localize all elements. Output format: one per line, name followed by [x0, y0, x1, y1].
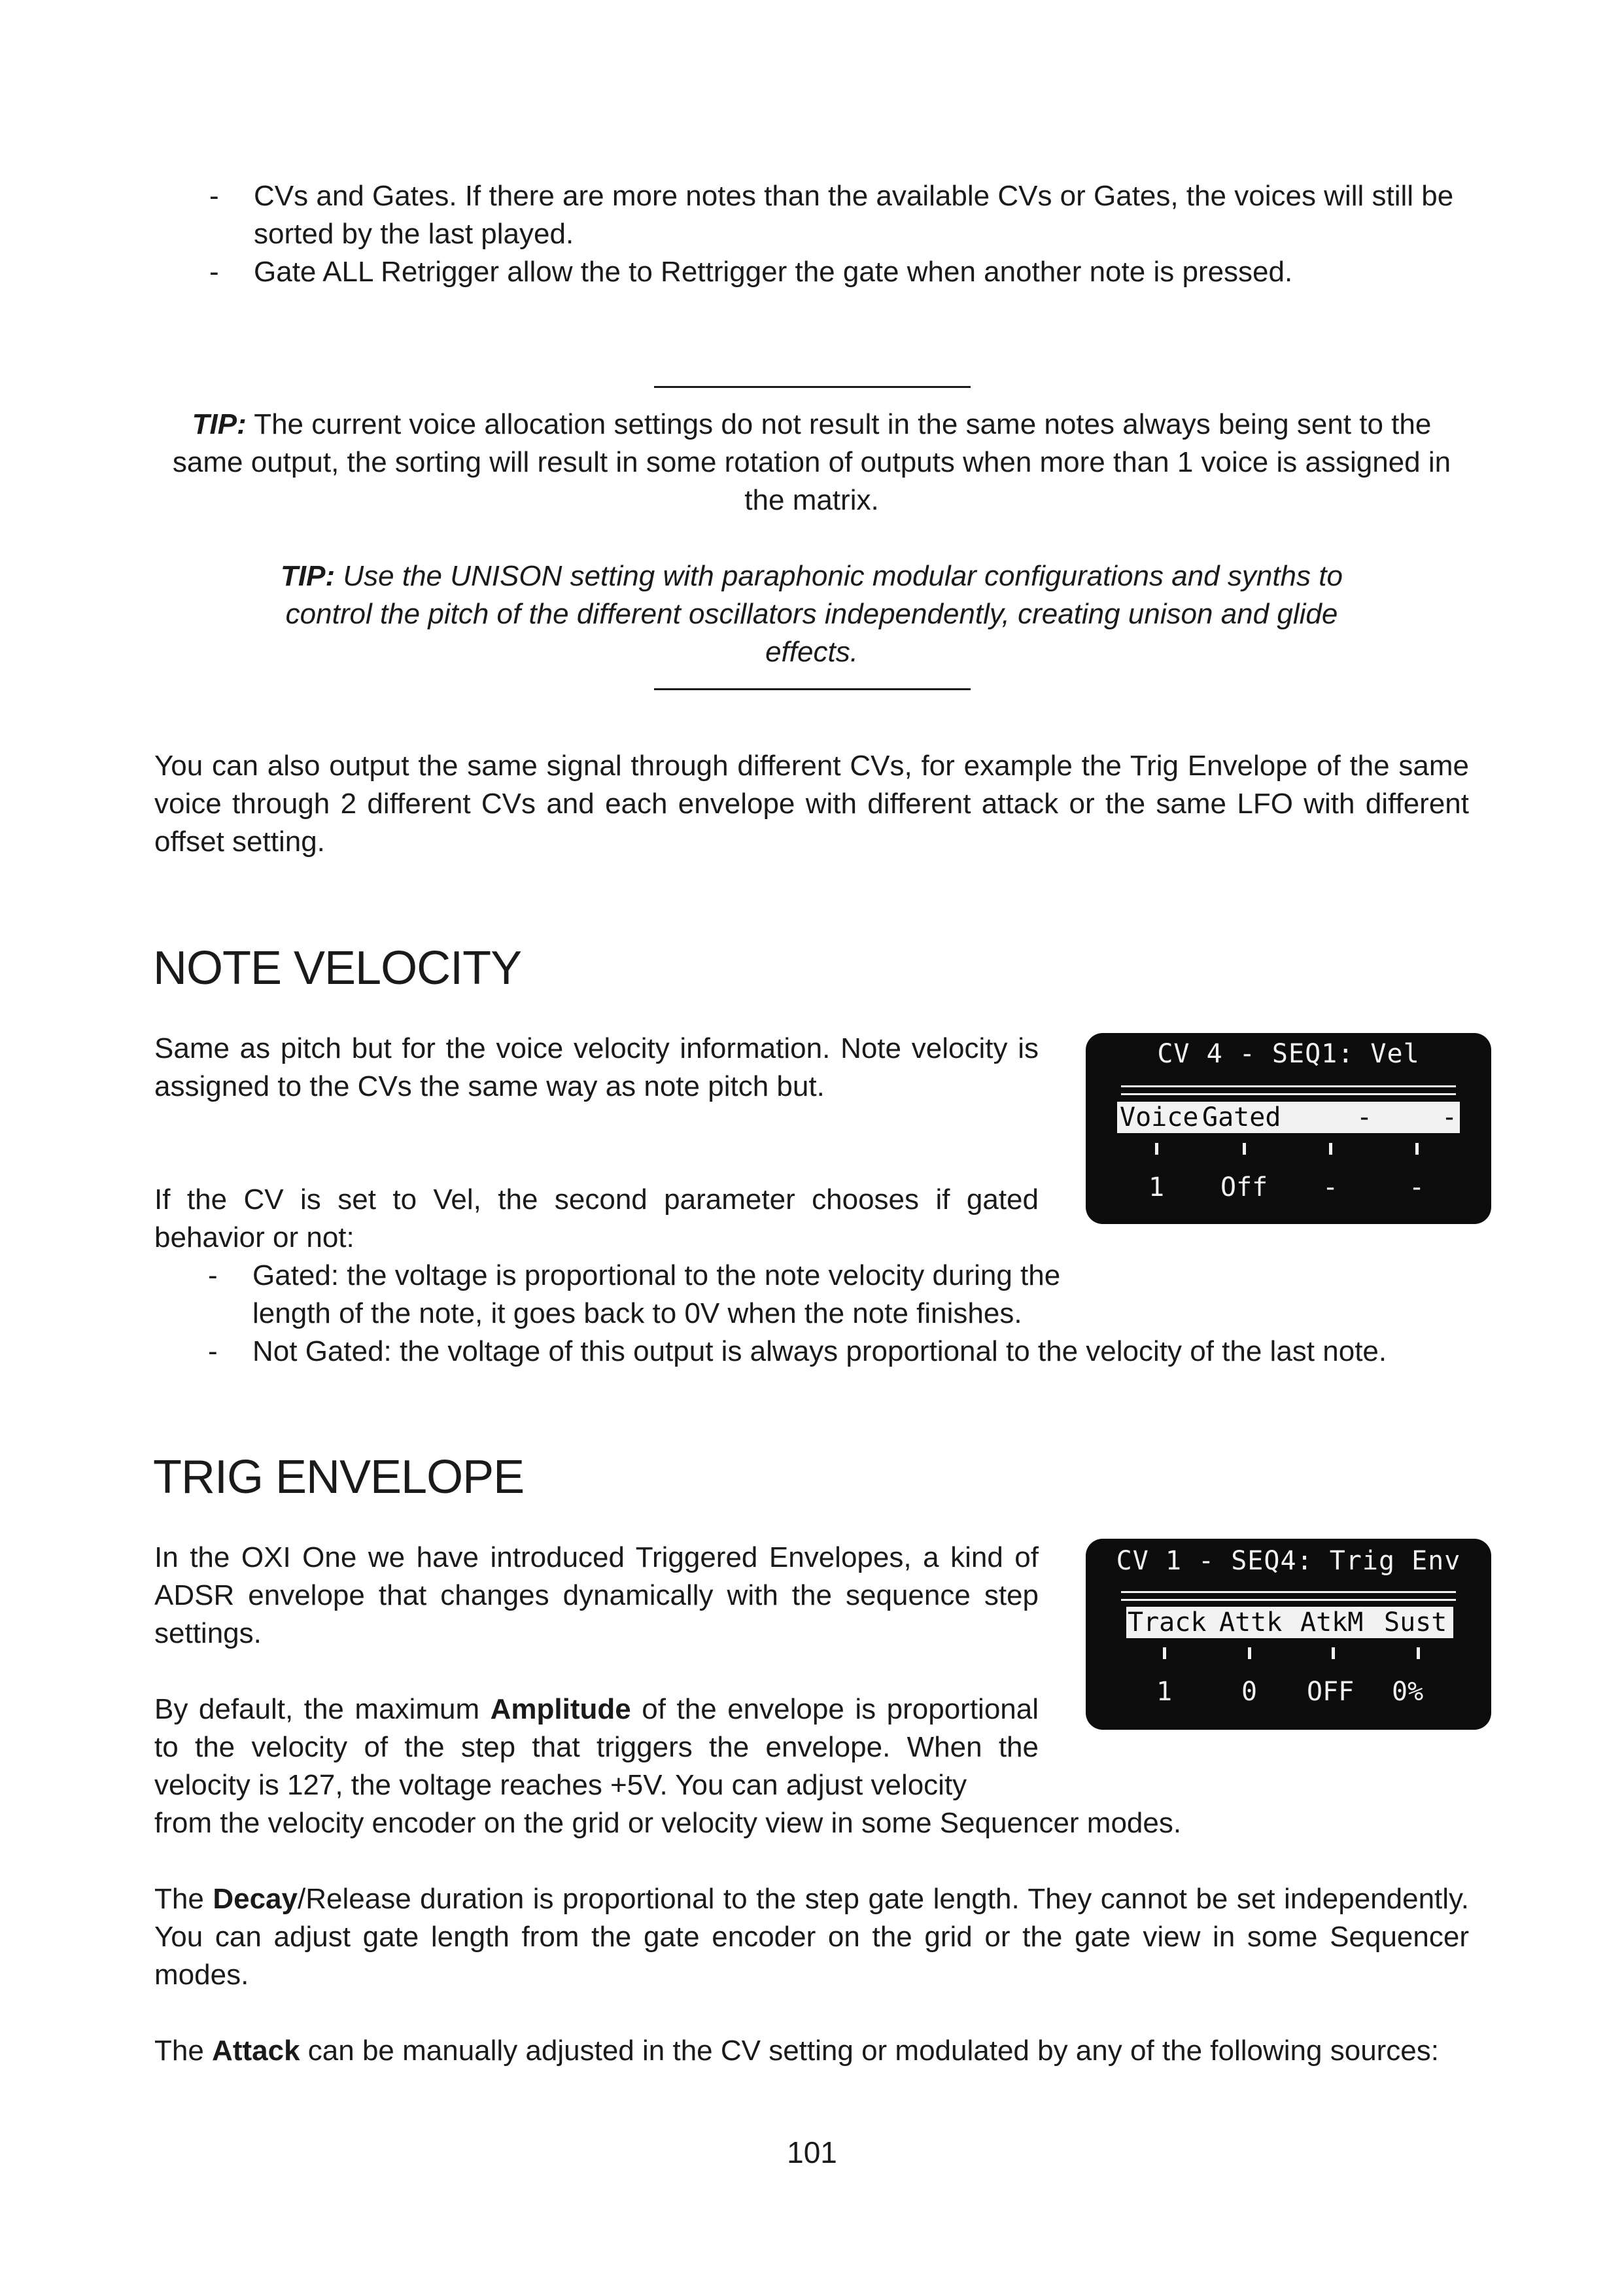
column-tick [1415, 1143, 1419, 1155]
title-divider [1121, 1591, 1456, 1593]
list-item: - CVs and Gates. If there are more notes than the available CVs or Gates, the voices will still be sorted by the last played. [209, 180, 1454, 250]
screen-value: 0% [1392, 1677, 1424, 1707]
decay-paragraph: The Decay/Release duration is proportional to the step gate length. They cannot be set independently. You can adjust gate length from the gate encoder on the grid or the gate view in some Sequencer modes. [154, 1883, 1470, 1991]
trig-envelope-intro-paragraph: In the OXI One we have introduced Triggered Envelopes, a kind of ADSR envelope that changes dynamically with the sequence step settings. [154, 1541, 1039, 1649]
amplitude-term: Amplitude [490, 1693, 631, 1725]
screen-value: OFF [1307, 1677, 1355, 1707]
amplitude-paragraph-continued: from the velocity encoder on the grid or velocity view in some Sequencer modes. [154, 1807, 1182, 1839]
screen-header: Attk [1219, 1607, 1283, 1638]
screen-value: - [1409, 1172, 1425, 1202]
gated-bullet: - Gated: the voltage is proportional to the note velocity during the length of the note, it goes back to 0V when the note finishes. [154, 1257, 1135, 1333]
column-tick [1163, 1647, 1166, 1659]
tip-paragraph [157, 406, 1466, 519]
screen-header: Sust [1384, 1607, 1447, 1638]
amplitude-paragraph: By default, the maximum Amplitude of the envelope is proportional to the velocity of the step that triggers the envelope. When the velocity is 127, the voltage reaches +5V. You can adjust velocity [154, 1693, 1039, 1801]
gated-bullet-text: Gated: the voltage is proportional to the note velocity during the length of the note, it goes back to 0V when the note finishes. [252, 1259, 1061, 1329]
screen-header-row [1126, 1607, 1453, 1638]
screen-value: Off [1220, 1172, 1268, 1202]
tip-text: The current voice allocation settings do not result in the same notes always being sent to the same output, the sorting will result in some rotation of outputs when more than 1 voice is assigned in the matrix. [172, 408, 1451, 516]
note-velocity-paragraph: Same as pitch but for the voice velocity information. Note velocity is assigned to the CVs the same way as note pitch but. [154, 1032, 1039, 1102]
attack-paragraph: The Attack can be manually adjusted in the CV setting or modulated by any of the following sources: [154, 2035, 1440, 2067]
column-tick [1417, 1647, 1420, 1659]
same-signal-paragraph: You can also output the same signal through different CVs, for example the Trig Envelope of the same voice through 2 different CVs and each envelope with different attack or the same LFO with different offset setting. [154, 750, 1469, 858]
tip-text: Use the UNISON setting with paraphonic modular configurations and synths to control the pitch of the different oscillators independently, creating unison and glide effects. [285, 560, 1343, 668]
screen-title: CV 1 - SEQ4: Trig Env [1116, 1546, 1461, 1576]
screen-value: - [1322, 1172, 1339, 1202]
screen-header: - [1442, 1102, 1458, 1132]
screen-header: Track [1128, 1607, 1207, 1638]
attack-term: Attack [212, 2035, 300, 2067]
column-tick [1155, 1143, 1158, 1155]
tip-label: TIP: [192, 408, 247, 440]
screen-value: 1 [1156, 1677, 1173, 1707]
not-gated-bullet-text: Not Gated: the voltage of this output is always proportional to the velocity of the last note. [252, 1335, 1387, 1367]
list-item: - Gate ALL Retrigger allow the to Rettrigger the gate when another note is pressed. [209, 256, 1293, 288]
column-tick [1332, 1647, 1335, 1659]
oled-screen-trig-env [1086, 1539, 1491, 1730]
screen-header: - [1356, 1102, 1373, 1132]
note-velocity-gated-paragraph: If the CV is set to Vel, the second parameter chooses if gated behavior or not: [154, 1183, 1039, 1253]
screen-value: 0 [1241, 1677, 1258, 1707]
not-gated-bullet: - Not Gated: the voltage of this output is always proportional to the velocity of the last note. [154, 1333, 1495, 1371]
tip-label: TIP: [281, 560, 336, 592]
column-tick [1329, 1143, 1332, 1155]
decay-term: Decay [213, 1883, 298, 1915]
screen-header: Gated [1202, 1102, 1281, 1132]
title-divider [1121, 1599, 1456, 1601]
screen-header: AtkM [1300, 1607, 1364, 1638]
voice-allocation-bullets [156, 177, 1460, 291]
screen-title: CV 4 - SEQ1: Vel [1157, 1039, 1420, 1069]
section-heading-note-velocity: NOTE VELOCITY [153, 942, 522, 994]
screen-header: Voice [1120, 1102, 1199, 1132]
column-tick [1248, 1647, 1251, 1659]
oled-screen-velocity [1086, 1033, 1491, 1224]
column-tick [1243, 1143, 1246, 1155]
page-number: 101 [787, 2135, 837, 2169]
title-divider [1121, 1093, 1456, 1095]
title-divider [1121, 1085, 1456, 1087]
tip-separator-bottom [654, 688, 971, 690]
tip-separator-top [654, 386, 971, 388]
section-heading-trig-envelope: TRIG ENVELOPE [153, 1451, 525, 1503]
screen-value: 1 [1149, 1172, 1165, 1202]
tip-paragraph [262, 557, 1362, 671]
screen-header-row [1117, 1102, 1460, 1133]
